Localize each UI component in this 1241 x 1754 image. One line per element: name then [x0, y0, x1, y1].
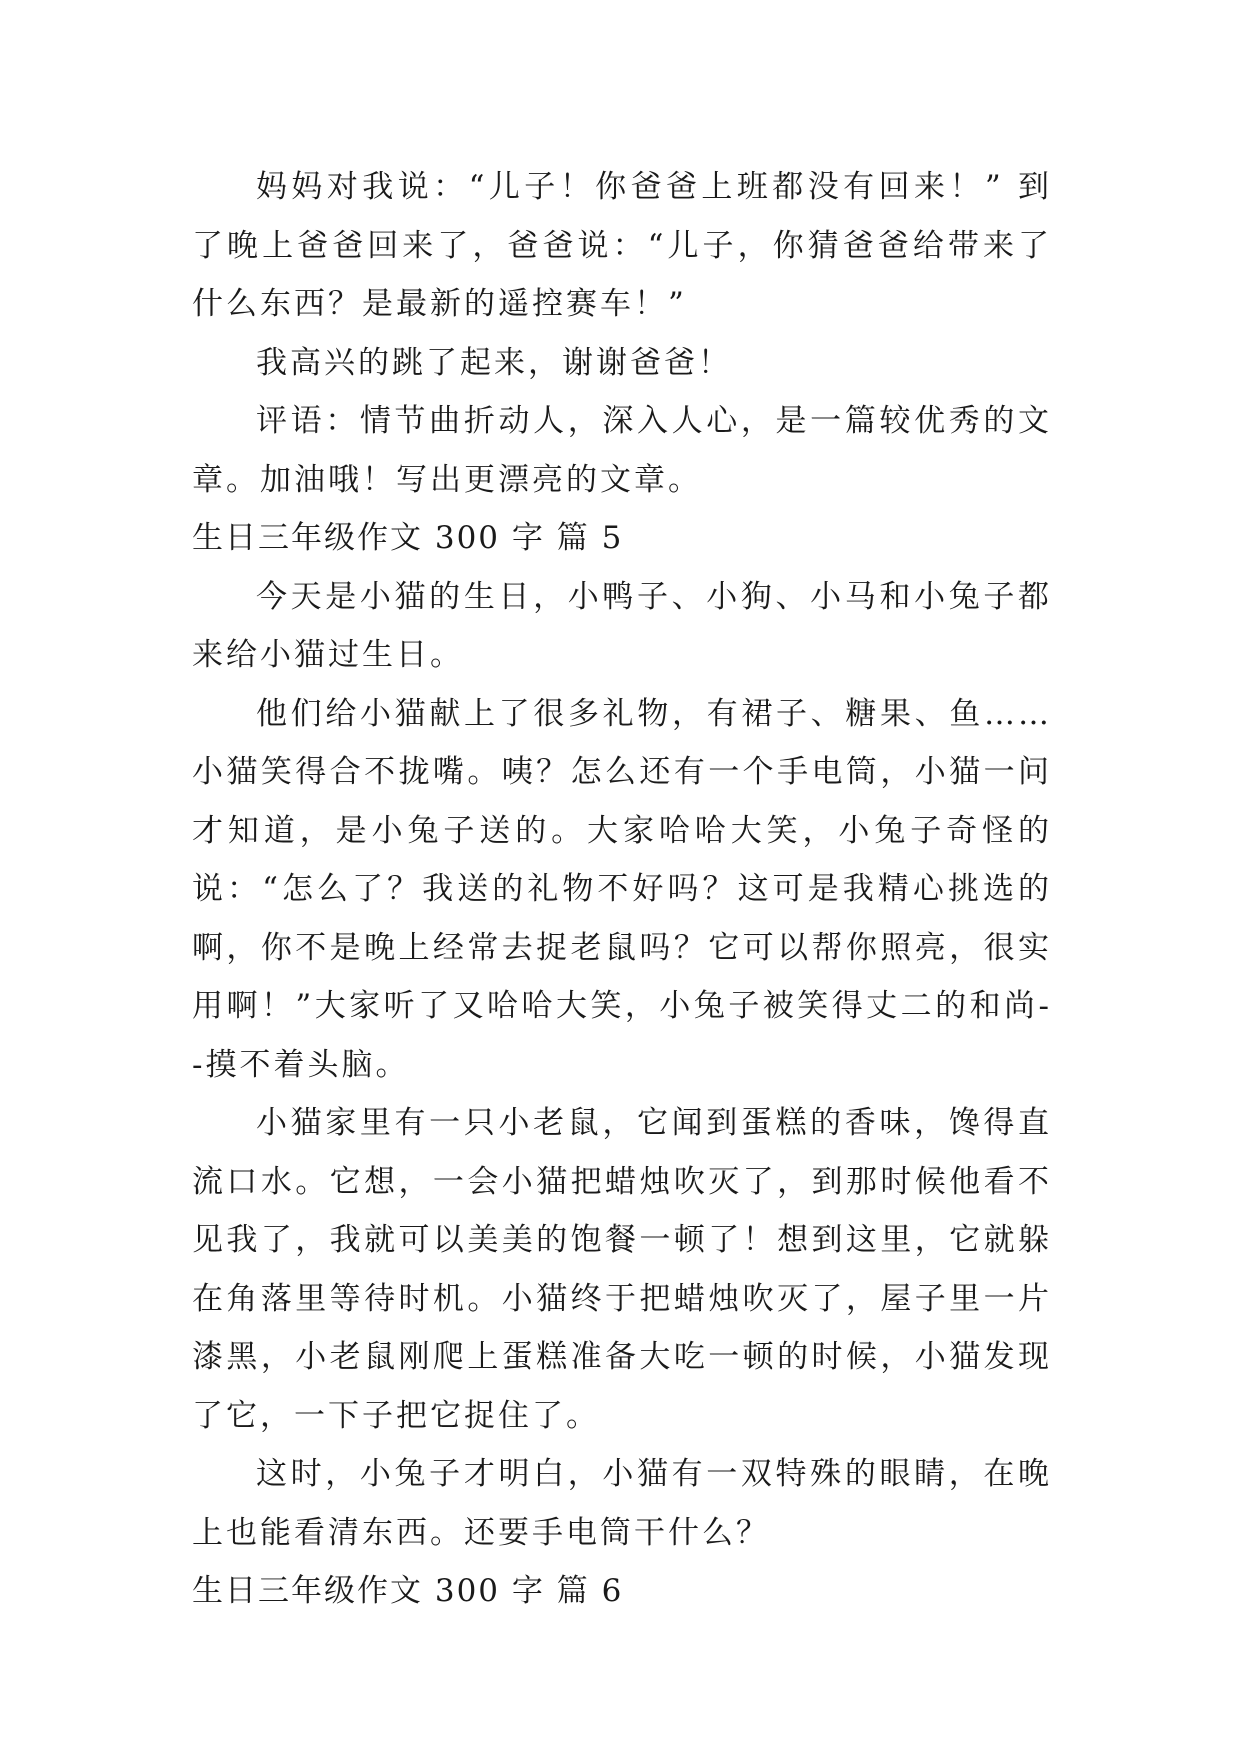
- paragraph: 这时，小兔子才明白，小猫有一双特殊的眼睛，在晚上也能看清东西。还要手电筒干什么？: [192, 1456, 1052, 1551]
- paragraph: 今天是小猫的生日，小鸭子、小狗、小马和小兔子都来给小猫过生日。: [192, 578, 1052, 673]
- paragraph: 妈妈对我说：“儿子！你爸爸上班都没有回来！” 到了晚上爸爸回来了，爸爸说：“儿子，你猜爸爸给带来了什么东西？是最新的遥控赛车！”: [192, 169, 1052, 322]
- document-page: [192, 158, 1052, 1621]
- paragraph: 小猫家里有一只小老鼠，它闻到蛋糕的香味，馋得直流口水。它想，一会小猫把蜡烛吹灭了，到那时候他看不见我了，我就可以美美的饱餐一顿了！想到这里，它就躲在角落里等待时机。小猫终于把蜡烛吹灭了，屋子里一片漆黑，小老鼠刚爬上蛋糕准备大吃一顿的时候，小猫发现了它，一下子把它捉住了。: [192, 1105, 1052, 1434]
- section-heading: 生日三年级作文 300 字 篇 6: [192, 1573, 624, 1609]
- paragraph: 我高兴的跳了起来，谢谢爸爸！: [256, 344, 732, 381]
- paragraph: 评语：情节曲折动人，深入人心，是一篇较优秀的文章。加油哦！写出更漂亮的文章。: [192, 403, 1052, 498]
- section-heading: 生日三年级作文 300 字 篇 5: [192, 520, 624, 556]
- paragraph: 他们给小猫献上了很多礼物，有裙子、糖果、鱼……小猫笑得合不拢嘴。咦？怎么还有一个手电筒，小猫一问才知道，是小兔子送的。大家哈哈大笑，小兔子奇怪的说：“怎么了？我送的礼物不好吗？这可是我精心挑选的啊，你不是晚上经常去捉老鼠吗？它可以帮你照亮，很实用啊！”大家听了又哈哈大笑，小兔子被笑得丈二的和尚--摸不着头脑。: [192, 695, 1052, 1083]
